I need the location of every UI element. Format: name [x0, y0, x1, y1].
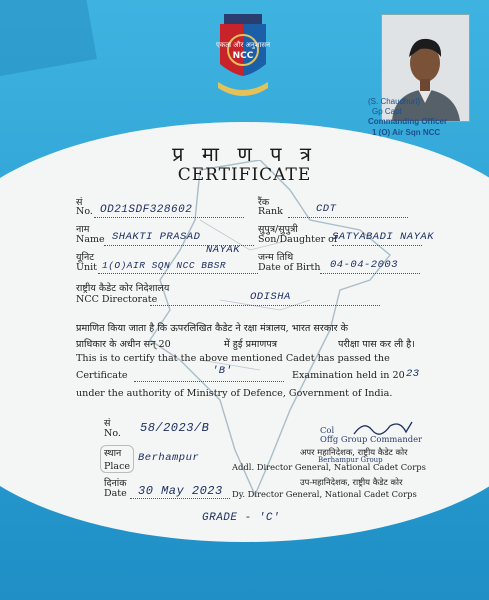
emblem-text: NCC	[232, 51, 254, 61]
value-exam-year: 23	[406, 368, 420, 380]
body-english-1: This is to certify that the above mentioned Cadet has passed the	[76, 353, 390, 364]
value-name-2: NAYAK	[206, 244, 241, 256]
signatory-dy-hi: उप-महानिदेशक, राष्ट्रीय कैडेट कोर	[300, 477, 403, 487]
value-number: OD21SDF328602	[100, 204, 193, 216]
body-hindi-2c: परीक्षा पास कर ली है।	[338, 339, 415, 350]
value-cert-type: 'B'	[212, 365, 233, 377]
label-rank-hi: रैंक	[258, 197, 270, 208]
signatory-title: Offg Group Commander	[320, 434, 423, 444]
signatory-dy-en: Dy. Director General, National Cadet Corps	[232, 489, 417, 499]
stamp-title: Commanding Officer	[368, 117, 448, 126]
ncc-emblem	[210, 12, 276, 104]
label-serial-hi: सं	[104, 418, 111, 429]
label-name-hi: नाम	[76, 224, 90, 235]
body-english-2a: Certificate	[76, 370, 128, 381]
body-hindi-2: प्राधिकार के अधीन सन् 20	[76, 339, 171, 350]
value-unit: 1(O)AIR SQN NCC BBSR	[102, 260, 227, 271]
background-shade	[0, 0, 97, 80]
label-dob: Date of Birth	[258, 262, 321, 273]
label-no-hi: सं	[76, 197, 83, 208]
signatory-hindi-addl: अपर महानिदेशक, राष्ट्रीय कैडेट कोर	[300, 447, 408, 457]
stamp-rank: Gp Capt	[372, 107, 402, 116]
label-unit: Unit	[76, 262, 97, 273]
value-father: SATYABADI NAYAK	[332, 231, 435, 243]
label-name: Name	[76, 234, 105, 245]
value-grade: GRADE - 'C'	[202, 512, 281, 524]
stamp-name: (S. Chaudhuri)	[368, 97, 421, 106]
signatory-addl-en: Addl. Director General, National Cadet Corps	[232, 462, 426, 472]
value-serial: 58/2023/B	[140, 421, 210, 435]
office-seal	[100, 445, 134, 473]
label-son: Son/Daughter of	[258, 234, 338, 245]
title-hindi: प्र मा ण प त्र	[172, 142, 317, 166]
stamp-unit: 1 (O) Air Sqn NCC	[372, 128, 441, 137]
label-place-hi: स्थान	[104, 448, 122, 459]
label-directorate: NCC Directorate	[76, 294, 158, 305]
value-dob: 04-04-2003	[330, 259, 399, 271]
body-english-2b: Examination held in 20	[292, 370, 405, 381]
body-english-3: under the authority of Ministry of Defence, Government of India.	[76, 388, 393, 399]
label-serial: No.	[104, 428, 121, 439]
value-date: 30 May 2023	[138, 484, 223, 498]
label-no: No.	[76, 206, 93, 217]
value-rank: CDT	[316, 203, 337, 215]
label-unit-hi: यूनिट	[76, 252, 95, 263]
body-hindi-2b: में हुई प्रमाणपत्र	[224, 339, 278, 350]
title-english: CERTIFICATE	[177, 165, 312, 185]
emblem-hindi: एकता और अनुशासन	[216, 41, 270, 49]
label-date: Date	[104, 488, 127, 499]
label-place: Place	[104, 461, 131, 472]
body-hindi-1: प्रमाणित किया जाता है कि ऊपरलिखित कैडेट ने रक्षा मंत्रालय, भारत सरकार के	[76, 323, 349, 334]
label-rank: Rank	[258, 206, 283, 217]
label-date-hi: दिनांक	[104, 478, 127, 489]
value-place: Berhampur	[138, 452, 200, 464]
label-dob-hi: जन्म तिथि	[258, 252, 294, 263]
value-directorate: ODISHA	[250, 291, 291, 303]
label-directorate-hi: राष्ट्रीय कैडेट कोर निदेशालय	[76, 283, 170, 294]
signatory-col: Col	[320, 425, 335, 435]
value-name: SHAKTI PRASAD	[112, 231, 201, 243]
label-son-hi: सुपुत्र/सुपुत्री	[258, 224, 298, 235]
signatory-group: Berhampur Group	[318, 456, 383, 464]
